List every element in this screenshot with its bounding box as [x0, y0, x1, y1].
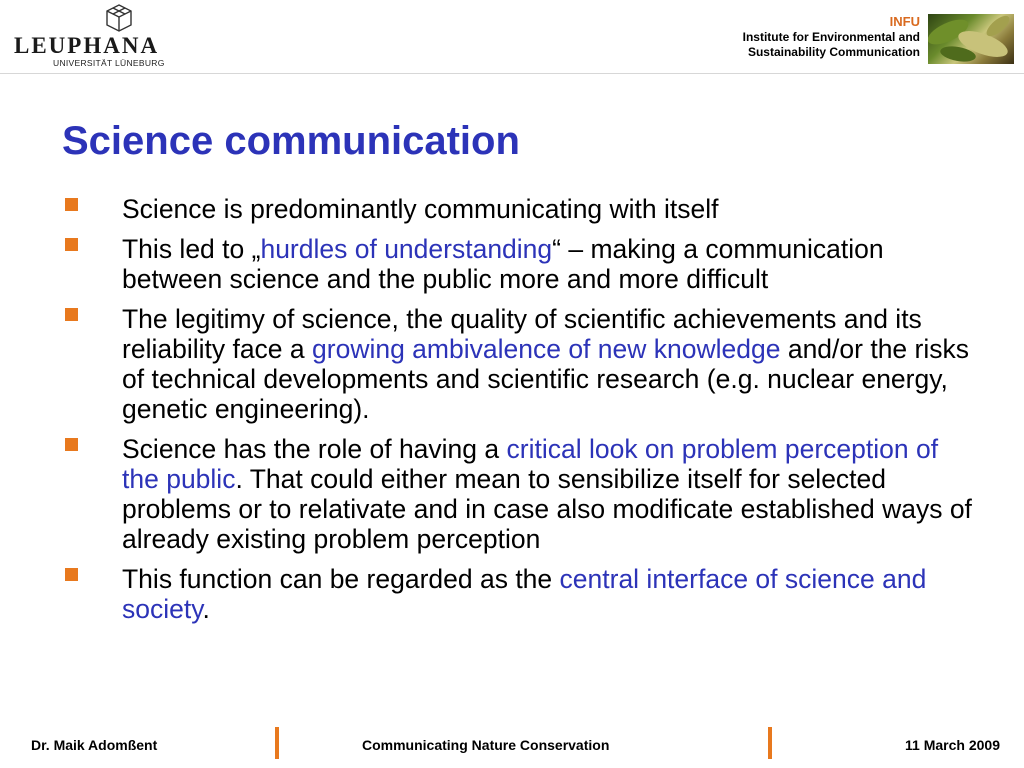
bullet-square-icon [65, 238, 78, 251]
header-divider [0, 73, 1024, 74]
bullet-text: Science is predominantly communicating with itself [122, 194, 719, 224]
university-logo-subtitle: UNIVERSITÄT LÜNEBURG [53, 58, 165, 68]
footer-divider [275, 727, 279, 759]
footer-topic: Communicating Nature Conservation [362, 737, 610, 753]
bullet-highlight: critical look on problem perception of the public [122, 434, 939, 494]
bullet-text: “ – making a communication between science and the public more and more difficult [122, 234, 884, 294]
institute-label [743, 14, 920, 60]
leaf-photo [928, 14, 1014, 64]
bullet-highlight: hurdles of understanding [260, 234, 553, 264]
footer-author: Dr. Maik Adomßent [31, 737, 158, 753]
institute-name-line2: Sustainability Communication [747, 45, 920, 59]
bullet-square-icon [65, 438, 78, 451]
bullet-square-icon [65, 568, 78, 581]
bullet-list [62, 194, 982, 634]
bullet-highlight: central interface of science and society [122, 564, 927, 624]
bullet-item [62, 234, 982, 294]
institute-name-line1: Institute for Environmental and [742, 30, 920, 44]
bullet-highlight: growing ambivalence of new knowledge [312, 334, 781, 364]
slide-footer [0, 727, 1024, 768]
bullet-text: This function can be regarded as the [122, 564, 560, 594]
bullet-square-icon [65, 198, 78, 211]
bullet-item [62, 194, 982, 224]
bullet-square-icon [65, 308, 78, 321]
bullet-item [62, 564, 982, 624]
bullet-text: The legitimy of science, the quality of scientific achievements and its reliability face a [122, 304, 922, 364]
footer-date: 11 March 2009 [905, 737, 1000, 753]
bullet-text: . [202, 594, 210, 624]
bullet-item [62, 434, 982, 554]
bullet-text: Science has the role of having a [122, 434, 507, 464]
bullet-item [62, 304, 982, 424]
institute-abbr: INFU [889, 14, 920, 29]
footer-divider [768, 727, 772, 759]
bullet-text: and/or the risks of technical developments and scientific research (e.g. nuclear energy, genetic engineering). [122, 334, 969, 424]
university-logo-wordmark: LEUPHANA [14, 33, 160, 58]
slide-title: Science communication [62, 119, 520, 163]
cube-outline-icon [105, 3, 133, 33]
bullet-text: . That could either mean to sensibilize itself for selected problems or to relativate and in case also modificate established ways of already existing problem perception [122, 464, 972, 554]
bullet-text: This led to „ [122, 234, 261, 264]
